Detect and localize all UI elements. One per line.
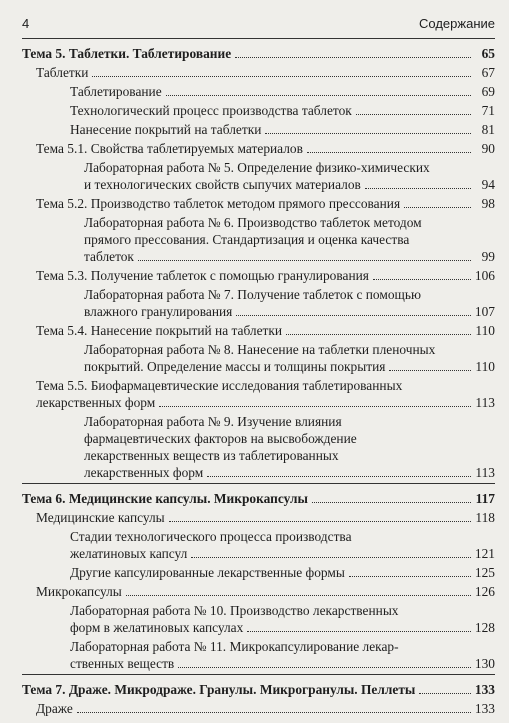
toc-entry[interactable]: Лабораторная работа № 11. Микрокапсулирование лекар- ственных веществ 130 xyxy=(70,639,495,671)
page-number: 4 xyxy=(22,16,30,31)
toc-entry[interactable]: Лабораторная работа № 10. Производство лекарственных форм в желатиновых капсулах 128 xyxy=(70,603,495,635)
toc-entry[interactable]: Драже 133 xyxy=(36,701,495,716)
toc-entry[interactable]: Стадии технологического процесса производства желатиновых капсул 121 xyxy=(70,529,495,561)
toc-entry[interactable]: Лабораторная работа № 8. Нанесение на таблетки пленочных покрытий. Определение массы и толщины покрытия 110 xyxy=(84,342,495,374)
toc-entry[interactable]: Таблетки 67 xyxy=(36,65,495,80)
page-header xyxy=(22,12,495,39)
toc-entry[interactable]: Лабораторная работа № 7. Получение таблеток с помощью влажного гранулирования 107 xyxy=(84,287,495,319)
toc-entry[interactable]: Технологический процесс производства таблеток 71 xyxy=(70,103,495,118)
toc-entry[interactable]: Тема 7. Драже. Микродраже. Гранулы. Микрогранулы. Пеллеты 133 xyxy=(22,682,495,697)
toc-entry[interactable]: Нанесение покрытий на таблетки 81 xyxy=(70,122,495,137)
section-divider xyxy=(22,674,495,675)
running-title: Содержание xyxy=(419,16,495,31)
toc-entry[interactable]: Медицинские капсулы 118 xyxy=(36,510,495,525)
table-of-contents xyxy=(22,45,495,719)
toc-entry[interactable]: Тема 5. Таблетки. Таблетирование 65 xyxy=(22,46,495,61)
toc-entry[interactable]: Тема 5.1. Свойства таблетируемых материалов 90 xyxy=(36,141,495,156)
toc-entry[interactable]: Лабораторная работа № 6. Производство таблеток методом прямого прессования. Стандартизация и оценка качества таблеток 99 xyxy=(84,215,495,264)
toc-entry[interactable]: Лабораторная работа № 9. Изучение влияния фармацевтических факторов на высвобождение лекарственных веществ из таблетированных лекарственных форм 113 xyxy=(84,414,495,480)
toc-entry[interactable]: Другие капсулированные лекарственные формы 125 xyxy=(70,565,495,580)
toc-entry[interactable]: Таблетирование 69 xyxy=(70,84,495,99)
toc-entry[interactable]: Тема 5.2. Производство таблеток методом прямого прессования 98 xyxy=(36,196,495,211)
toc-entry[interactable]: Тема 6. Медицинские капсулы. Микрокапсулы 117 xyxy=(22,491,495,506)
section-divider xyxy=(22,483,495,484)
toc-entry[interactable]: Микрокапсулы 126 xyxy=(36,584,495,599)
toc-entry[interactable]: Тема 5.3. Получение таблеток с помощью гранулирования 106 xyxy=(36,268,495,283)
toc-entry[interactable]: Тема 5.5. Биофармацевтические исследования таблетированных лекарственных форм 113 xyxy=(36,378,495,410)
toc-entry[interactable]: Тема 5.4. Нанесение покрытий на таблетки 110 xyxy=(36,323,495,338)
toc-entry[interactable]: Лабораторная работа № 5. Определение физико-химических и технологических свойств сыпучих материалов 94 xyxy=(84,160,495,192)
